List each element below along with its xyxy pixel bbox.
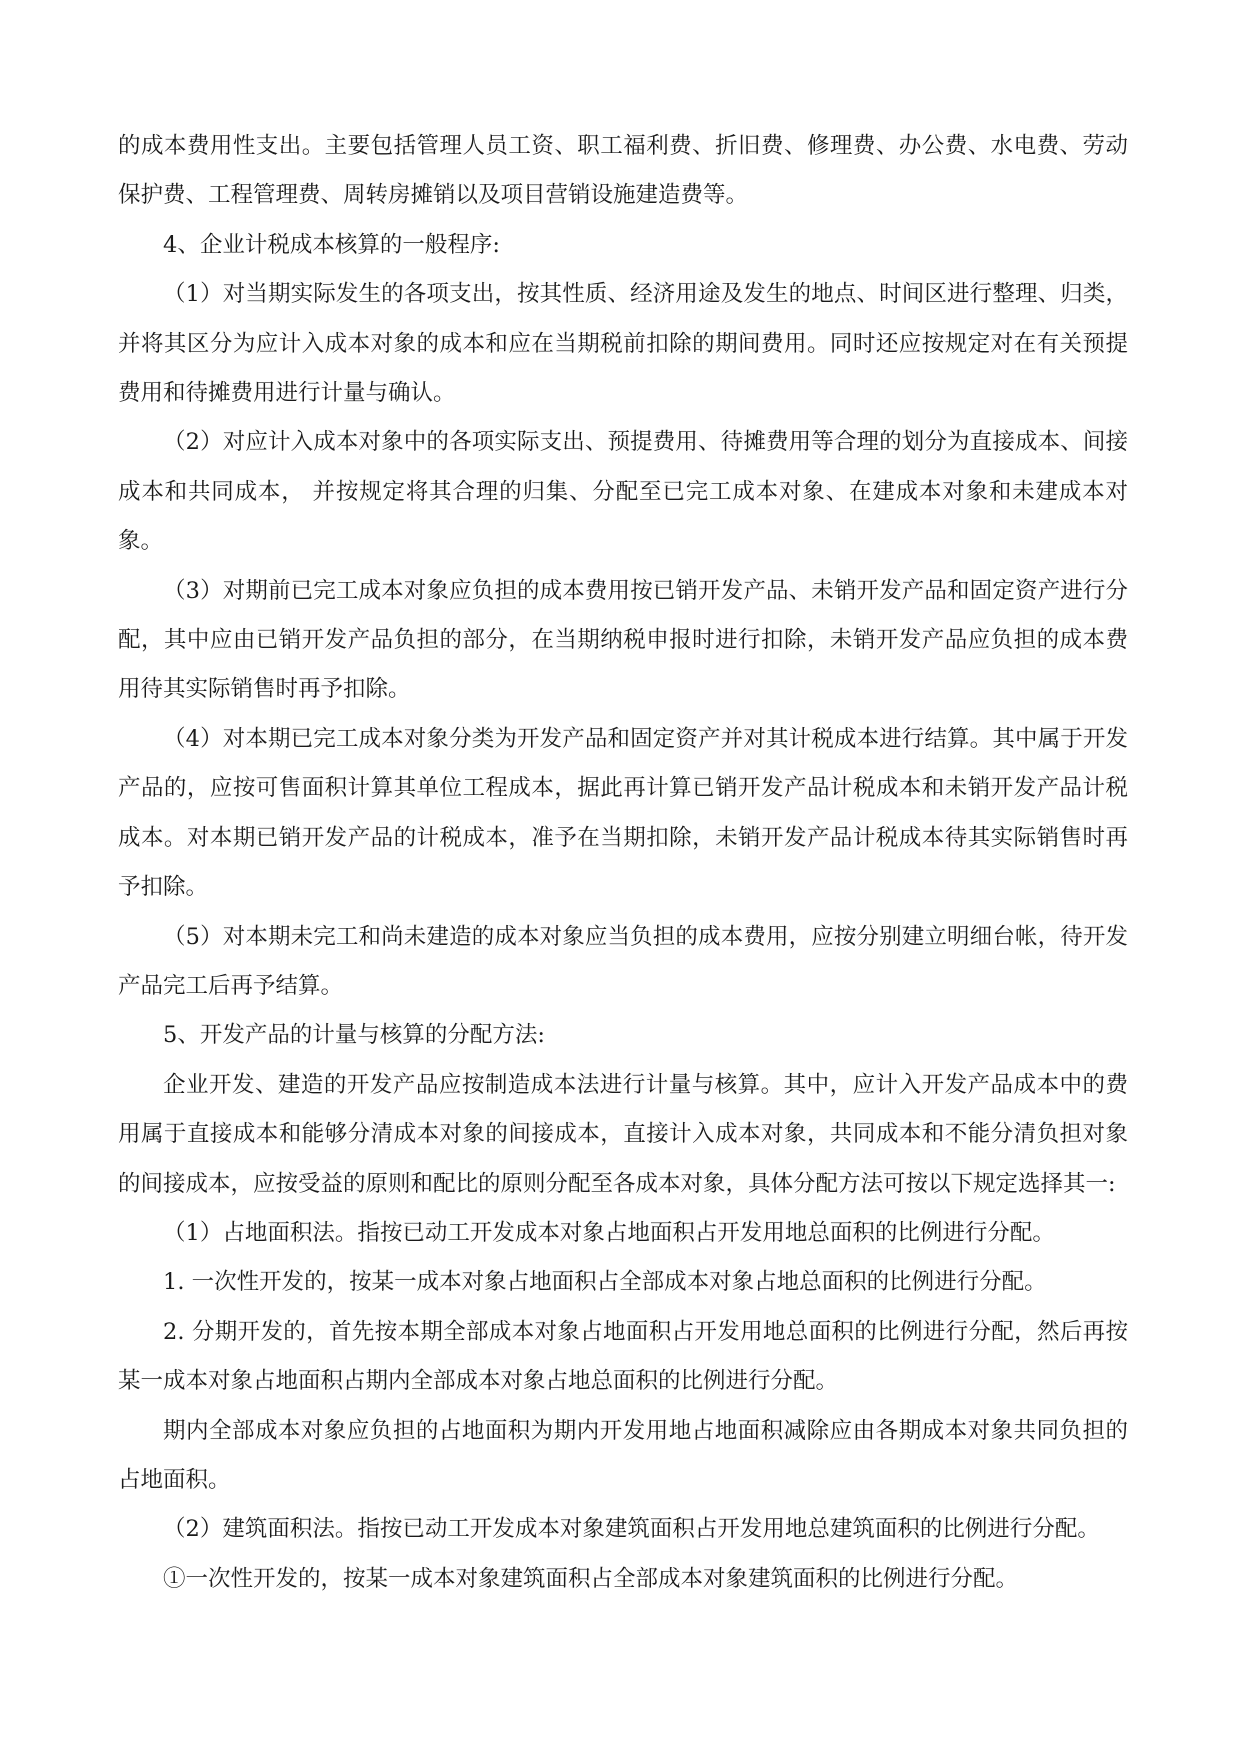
list-item-2: （2）对应计入成本对象中的各项实际支出、预提费用、待摊费用等合理的划分为直接成本、间接成本和共同成本， 并按规定将其合理的归集、分配至已完工成本对象、在建成本对象和未建成本对象。 — [118, 429, 1128, 555]
list-item-4: （4）对本期已完工成本对象分类为开发产品和固定资产并对其计税成本进行结算。其中属于开发产品的，应按可售面积计算其单位工程成本，据此再计算已销开发产品计税成本和未销开发产品计税成本。对本期已销开发产品的计税成本，准予在当期扣除，未销开发产品计税成本待其实际销售时再予扣除。 — [118, 725, 1128, 901]
method-land-area-item-1: 1. 一次性开发的，按某一成本对象占地面积占全部成本对象占地总面积的比例进行分配。 — [163, 1269, 1047, 1296]
method-building-area-item-1: ①一次性开发的，按某一成本对象建筑面积占全部成本对象建筑面积的比例进行分配。 — [163, 1565, 1019, 1592]
section-heading-5: 5、开发产品的计量与核算的分配方法: — [163, 1022, 545, 1049]
list-item-3: （3）对期前已完工成本对象应负担的成本费用按已销开发产品、未销开发产品和固定资产进行分配，其中应由已销开发产品负担的部分，在当期纳税申报时进行扣除，未销开发产品应负担的成本费用待其实际销售时再予扣除。 — [118, 577, 1128, 703]
list-item-5: （5）对本期未完工和尚未建造的成本对象应当负担的成本费用，应按分别建立明细台帐，待开发产品完工后再予结算。 — [118, 923, 1128, 999]
method-land-area: （1）占地面积法。指按已动工开发成本对象占地面积占开发用地总面积的比例进行分配。 — [163, 1219, 1055, 1246]
paragraph-method-intro: 企业开发、建造的开发产品应按制造成本法进行计量与核算。其中，应计入开发产品成本中的费用属于直接成本和能够分清成本对象的间接成本，直接计入成本对象，共同成本和不能分清负担对象的间接成本，应按受益的原则和配比的原则分配至各成本对象，具体分配方法可按以下规定选择其一: — [118, 1071, 1128, 1197]
method-land-area-item-2: 2. 分期开发的，首先按本期全部成本对象占地面积占开发用地总面积的比例进行分配，然后再按某一成本对象占地面积占期内全部成本对象占地总面积的比例进行分配。 — [118, 1318, 1128, 1395]
paragraph-land-area-note: 期内全部成本对象应负担的占地面积为期内开发用地占地面积减除应由各期成本对象共同负担的占地面积。 — [118, 1417, 1128, 1493]
paragraph-continuation: 的成本费用性支出。主要包括管理人员工资、职工福利费、折旧费、修理费、办公费、水电费、劳动保护费、工程管理费、周转房摊销以及项目营销设施建造费等。 — [118, 133, 1128, 209]
document-body — [118, 122, 1128, 1604]
method-building-area: （2）建筑面积法。指按已动工开发成本对象建筑面积占开发用地总建筑面积的比例进行分配。 — [163, 1516, 1100, 1543]
list-item-1: （1）对当期实际发生的各项支出，按其性质、经济用途及发生的地点、时间区进行整理、归类，并将其区分为应计入成本对象的成本和应在当期税前扣除的期间费用。同时还应按规定对在有关预提费用和待摊费用进行计量与确认。 — [118, 281, 1128, 407]
section-heading-4: 4、企业计税成本核算的一般程序: — [163, 231, 500, 258]
